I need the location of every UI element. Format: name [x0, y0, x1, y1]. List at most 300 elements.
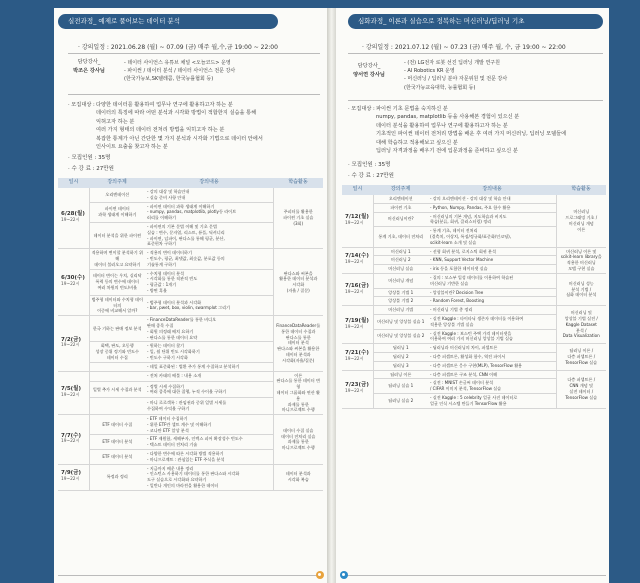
session-content — [428, 265, 556, 274]
activity-line: 판다스와 씨본을 — [283, 270, 313, 276]
session-topic: 데이터 분석을 위한 파이썬 — [89, 222, 145, 248]
session-activity — [273, 415, 323, 465]
content-line: - 정별 시세 수집하기 — [147, 383, 185, 389]
session-topic — [89, 362, 145, 371]
session-activity — [273, 371, 323, 415]
schedule-row — [342, 370, 606, 379]
header-content: 강의내용 — [145, 178, 273, 188]
content-line: - 원하는 데이터 찾기 — [147, 343, 185, 349]
session-topic: 딥러닝 2 — [373, 352, 428, 361]
session-date-cell — [58, 188, 89, 249]
content-line: - 마니 로로객록 : 관임권과 중위 일별 시세를 — [147, 400, 227, 406]
content-line: 실습 : 변수, 문자열, 리스트, 튜플, 딕셔너리 — [147, 229, 225, 235]
content-line: - 전처 카태의 배불 : 내용 소개 — [147, 373, 202, 379]
session-content — [428, 314, 556, 329]
target-line: 복잡한 통계가 아닌 간단한 몇 가지 분석과 시각화 기법으로 데이터 안에서 — [96, 135, 263, 142]
session-topic: 통계 기초, 데이터 전처리 — [373, 227, 428, 247]
schedule-table — [58, 178, 323, 491]
instructor-block — [348, 58, 603, 96]
session-time: 19~22시 — [345, 389, 364, 395]
activity-line: 데이터 분석과 — [285, 471, 311, 477]
activity-line: 시각화 — [292, 282, 305, 288]
target-line: 인사이트 요출을 찾고자 하는 분 — [96, 144, 168, 151]
content-line: - FinanceDataReader를 통한 비디오 — [147, 317, 217, 323]
header-topic: 강의주제 — [373, 185, 428, 195]
session-topic: 적용하며 변이할 분석하기 위해 데이터 불러오고 요약하기 — [89, 249, 145, 269]
session-time: 19~22시 — [61, 477, 80, 483]
session-topic: 범주형 데이터와 수치형 데이터의 이중에 비교해서 알까? — [89, 295, 145, 315]
schedule-table — [342, 185, 606, 409]
session-date-cell — [342, 195, 373, 247]
session-topic: 딥러닝 실습 1 — [373, 379, 428, 394]
session-time: 19~22시 — [345, 260, 364, 266]
session-time: 19~22시 — [345, 356, 364, 362]
content-line: 판매 종목 수집 — [147, 322, 174, 328]
content-line: - KNN, Support Vector Machine — [430, 257, 494, 263]
content-line: - 파이썬, 넘파이, 판다스를 통해 평균, 분산, — [147, 235, 225, 241]
content-line: - 머신러닝 기법 총 정리 — [430, 307, 473, 313]
session-date: 7/9(금) — [61, 470, 82, 477]
session-date-cell — [342, 370, 373, 408]
session-time: 19~22시 — [61, 439, 80, 445]
activity-line: 적용한 머신러닝 — [566, 260, 596, 266]
content-line: 기술통계 구하기 — [147, 261, 176, 267]
session-topic: 머신러닝 및 앙상블 실습 1 — [373, 314, 428, 329]
schedule-row — [342, 247, 606, 256]
header-date: 일시 — [342, 185, 373, 195]
activity-line: 주피터를 활용한 — [283, 209, 313, 215]
activity-line: 프로그래밍 기초 / — [565, 214, 598, 220]
content-line: - 위한 ETF란 셀트 계수 및 이해하기 — [147, 421, 212, 427]
session-content — [145, 398, 273, 415]
header-date: 일시 — [58, 178, 89, 188]
activity-line: 판다스와 씨본을 활용한 — [277, 346, 320, 352]
session-content — [428, 379, 556, 394]
session-content — [145, 295, 273, 315]
content-line: scikit-learn 소개 및 실습 — [430, 239, 477, 245]
session-activity — [273, 316, 323, 371]
activity-line: 이론 — [577, 226, 586, 232]
content-line: - 질의 : 모스부 입성 데이터를 이용하여 학습된 — [430, 274, 514, 280]
session-content — [145, 188, 273, 202]
content-line: 수집하여 수익율 구하기 — [147, 406, 190, 412]
activity-line: Kaggle Dataset — [565, 321, 597, 327]
session-topic: 머신러닝 개념 — [373, 273, 428, 288]
content-line: - numpy, pandas, matplotlib, plotly등 라이브 — [147, 209, 237, 215]
target-label: · 모집대상 : — [68, 102, 95, 108]
session-content — [145, 249, 273, 269]
content-line: - 시각화를 통한 직관적 빈도 — [147, 276, 198, 282]
activity-line: 실전 데이터 / — [569, 389, 594, 395]
activity-line: 다층 퍼셉트론 / — [567, 353, 596, 359]
content-line: - iris 등을 포함한 데이터셋 실습 — [430, 266, 488, 272]
content-line: - 적용의 변이 데이터하기 — [147, 250, 192, 256]
bottom-rule — [342, 575, 606, 576]
session-content — [145, 202, 273, 222]
session-date-cell — [58, 316, 89, 371]
session-date: 7/21(수) — [345, 350, 369, 357]
content-line: - 강의 대상 및 학습안내 — [147, 189, 190, 194]
content-line: - 실전 Kaggle : 보스턴 주택 가격 데이터셋을 — [430, 330, 512, 336]
content-line: - 다층 퍼셉트론 구조 분석, CNN 이해 — [430, 371, 498, 377]
activity-line: TensorFlow 실습 — [565, 359, 598, 365]
activity-line: 마니프로젝트 수행 — [281, 407, 315, 413]
activity-line: 통한 데이터 수집과 — [281, 328, 316, 334]
session-content — [428, 370, 556, 379]
content-line: - 범주형 데이터 분석과 시각화 — [147, 299, 202, 305]
bio-line: - 머신러닝 / 딥러닝 분야 자문위원 및 전문 강사 — [404, 76, 508, 83]
header-content: 강의내용 — [428, 185, 556, 195]
content-line: 이용하여 여러 가지 머신러닝 앙상블 기법 실습 — [430, 336, 513, 342]
session-date-cell — [342, 273, 373, 305]
content-line: - 판다스를 통한 데이터 요약 — [147, 334, 198, 340]
content-line: - 실전 Kaggle : 타이타닉 생존자 데이터를 이용하여 — [430, 315, 524, 321]
schedule-row — [58, 464, 323, 490]
content-line: 표준편차 구하기 — [147, 241, 176, 247]
session-topic — [89, 371, 145, 381]
session-content — [145, 269, 273, 295]
content-line: - ETF 제원함, 세해부자, 인덱스 피어 확장성수 빈도수 — [147, 436, 243, 442]
content-line: - 방면 혹율 — [147, 287, 167, 293]
session-topic: 머신러닝이란? — [373, 212, 428, 227]
instructor-bio — [404, 59, 507, 92]
session-activity — [556, 306, 606, 344]
content-line: - 일반나 개인의 마라씬을 활용한 데이터 — [147, 483, 219, 489]
session-topic: 머신러닝 및 앙상블 실습 2 — [373, 329, 428, 344]
session-date-cell — [58, 371, 89, 415]
schedule-header-row — [58, 178, 323, 188]
session-activity — [556, 247, 606, 273]
session-topic: ETF 데이터 분석 — [89, 435, 145, 450]
recruit-count: · 모집인원 : 35명 — [348, 162, 391, 168]
content-line: - 통계 기초, 데이터 전처리 — [430, 228, 478, 234]
session-time: 19~22시 — [61, 392, 80, 398]
activity-line: 활용한 데이터 분석과 — [279, 276, 318, 282]
activity-line: 과제를 통한 — [287, 439, 309, 445]
divider — [68, 94, 320, 95]
divider — [348, 53, 603, 54]
session-topic: ETF 데이터 분석 — [89, 450, 145, 465]
instructor-role: 담당강사_ — [77, 59, 101, 65]
session-time: 19~22시 — [61, 282, 80, 288]
content-line: - bar, pwet, box, violin, swarmplot 그리기 — [147, 305, 230, 311]
session-content — [428, 203, 556, 212]
content-line: - 빈도수, 평균, 최댓값, 최솟값, 분포값 등의 — [147, 255, 225, 261]
content-line: - 마니프로젝트 : 관심있는 ETF 주식을 분석 — [147, 456, 225, 462]
session-topic — [89, 398, 145, 415]
session-topic: 머신러닝 기법 — [373, 306, 428, 315]
content-line: - 파이썬 데이터 과학 생태계 이해하기 — [147, 203, 215, 209]
session-topic: 특정과 정리 — [89, 464, 145, 490]
content-line: - 파이썬의 기본 문법 이해 및 기초 문법 — [147, 223, 217, 229]
page-marker-dot — [316, 571, 324, 579]
schedule-header-row — [342, 185, 606, 195]
instructor-badge — [348, 62, 390, 80]
session-date: 7/23(금) — [345, 382, 369, 389]
header-activity: 학습활동 — [273, 178, 323, 188]
content-line: - 데일 표준화된 : 법환 주가 통계 수집하고 분석하기 — [147, 363, 240, 369]
session-content — [145, 371, 273, 381]
target-line: 익혀고자 하는 분 — [96, 118, 135, 125]
session-content — [428, 344, 556, 353]
content-line: 도구 실습으로 시각화와 요약하기 — [147, 477, 207, 483]
session-date: 6/30(수) — [61, 275, 85, 282]
session-activity — [556, 273, 606, 305]
content-line: - 실전 : MNIST 손글씨 데이터 분석 — [430, 380, 494, 386]
target-line: numpy, pandas, matplotlib 등을 사용해본 경험이 있으신 분 — [376, 114, 520, 121]
schedule-row — [342, 273, 606, 288]
instructor-name: 박조은 강사님 — [73, 68, 105, 74]
activity-line: FinanceDataReader를 — [276, 323, 321, 329]
content-line: - Python, Numpy, Pandas, 주요 함수 활용 — [430, 204, 511, 210]
session-content — [428, 329, 556, 344]
activity-line: 이론 — [294, 372, 303, 378]
book-gutter — [327, 8, 336, 583]
session-date: 7/7(수) — [61, 432, 82, 439]
header-topic: 강의주제 — [89, 178, 145, 188]
divider — [348, 100, 603, 101]
target-line: 대해 학습하고 적용해보고 싶으신 분 — [376, 139, 458, 146]
target-audience — [348, 105, 606, 155]
bio-line: (한국가능보,SK텔레콤, 한국능률협회 등) — [124, 76, 214, 83]
target-line: 딥러닝 자격과정을 배우기 전에 입문과정을 준비하고 싶으신 분 — [376, 148, 518, 155]
target-label: · 모집대상 : — [348, 106, 375, 112]
schedule-row — [342, 195, 606, 203]
session-activity — [556, 370, 606, 408]
session-date: 7/12(월) — [345, 213, 369, 220]
bio-line: - (전) LG전자 로봇 선진 딥러닝 개발 연구원 — [404, 60, 500, 66]
course-period: · 강의일정 : 2021.06.28 (월) ~ 07.09 (금) 매주 월,수,금 19:00 ~ 22:00 — [78, 44, 278, 51]
header-activity: 학습활동 — [556, 185, 606, 195]
course-title-banner: 실전과정_ 예제로 풀어보는 데이터 분석 — [58, 14, 278, 29]
bio-line: - AI Robotics KR 운영 — [404, 68, 455, 75]
session-content — [145, 342, 273, 362]
session-topic: ETF 데이터 수집 — [89, 415, 145, 435]
session-content — [428, 212, 556, 227]
schedule-row — [58, 249, 323, 269]
content-line: - 강의 오리엔테이션 - 강의 대상 및 학습 안내 — [430, 196, 511, 201]
instructor-badge — [68, 58, 110, 76]
session-topic: 머신러닝 실습 — [373, 265, 428, 274]
content-line: - 선형 회귀 분석, 로지스틱 회귀 분석 — [430, 248, 496, 254]
content-line: - 머신러닝의 기본 개념, 지도학습과 비지도 — [430, 213, 507, 219]
content-line: / CIFAR 이미지 분석, TensorFlow 실습 — [430, 386, 502, 392]
session-topic: 일별 추가 시세 수집과 분석 — [89, 381, 145, 398]
session-activity — [556, 344, 606, 370]
activity-line: 머신러닝 — [573, 209, 590, 215]
course-fee: · 수 강 료 : 27만원 — [68, 166, 114, 172]
session-content — [145, 362, 273, 371]
session-topic: 딥러닝 이론 — [373, 370, 428, 379]
session-topic: 오리엔테이션 — [373, 195, 428, 203]
session-date: 7/16(금) — [345, 282, 369, 289]
session-topic: 딥러닝 실습 2 — [373, 393, 428, 408]
session-date-cell — [342, 344, 373, 370]
content-line: - 지금까지 배운 내용 정리 — [147, 465, 194, 471]
content-line: 러리를 이해하기 — [147, 215, 176, 221]
activity-line: 데이터 수집 실습 — [283, 427, 314, 433]
content-line: 얼굴 인식 시스템 만들기 TensorFlow 활용 — [430, 400, 507, 406]
session-date: 7/2(금) — [61, 336, 82, 343]
session-topic: 딥러닝 3 — [373, 361, 428, 370]
session-content — [428, 306, 556, 315]
target-line: 데이터 분석을 활용하여 업무나 연구에 활용하고자 하는 분 — [376, 122, 508, 129]
activity-line: 심화 데이터 분석 — [566, 292, 597, 298]
content-line: (결측치, 이상치, 특징/정규화/표준화/인코딩), — [430, 233, 512, 239]
target-line: 데이터의 특징에 따라 어떤 분석과 시각화 방법이 적합한지 실습을 통해 — [96, 110, 257, 117]
course-fee: · 수 강 료 : 27만원 — [348, 173, 394, 179]
bio-line: - 데이터 사이언스 유튜브 채널 <오늘코드> 운영 — [124, 60, 231, 66]
activity-line: Data Visualization — [562, 333, 600, 339]
session-content — [428, 288, 556, 297]
activity-line: 머신러닝 이론 및 — [566, 248, 597, 254]
session-content — [145, 450, 273, 465]
session-content — [428, 297, 556, 306]
session-topic: 파이썬 데이터 과학 생태계 이해하기 — [89, 202, 145, 222]
session-content — [428, 227, 556, 247]
activity-line: 마니프로젝트 수행 — [281, 445, 315, 451]
activity-line: 시각화(자율/질문) — [282, 357, 315, 363]
activity-line: CNN 개념 및 — [569, 383, 593, 389]
right-page — [336, 8, 609, 583]
session-activity — [273, 249, 323, 316]
activity-line: 판다스를 통한 — [285, 334, 311, 340]
session-date-cell — [342, 247, 373, 273]
session-content — [145, 435, 273, 450]
session-content — [428, 273, 556, 288]
content-line: - 다양한 변수에 따른 시각화 방법 적용하기 — [147, 451, 224, 457]
target-audience — [68, 101, 320, 151]
activity-line: 과제를 통한 — [287, 401, 309, 407]
activity-line: 분석 / — [575, 327, 587, 333]
content-line: - 실전 Kaggle : 5 celebrity 얼굴 사진 데이터로 — [430, 394, 518, 400]
session-time: 19~22시 — [61, 343, 80, 349]
schedule-row — [58, 316, 323, 342]
content-line: - 일, 월 단위 빈도 시각화하기 — [147, 349, 200, 355]
session-topic: 머신러닝 2 — [373, 256, 428, 265]
activity-line: 데이터 전처리 실습 — [281, 433, 316, 439]
schedule-row — [58, 415, 323, 435]
session-date: 7/5(월) — [61, 386, 82, 392]
session-content — [428, 393, 556, 408]
content-line: - 회원 의정래 배치 요하기 — [147, 328, 194, 334]
left-page — [54, 8, 327, 583]
target-line: 다양한 데이터를 활용하여 업무나 연구에 활용하고자 하는 분 — [96, 102, 233, 108]
session-content — [145, 381, 273, 398]
activity-line: 판다스를 통한 데이터 변형 — [276, 378, 320, 390]
content-line: 적용한 앙상블 기법 실습 — [430, 321, 474, 327]
session-time: 19~22시 — [345, 220, 364, 226]
content-line: - 인스턴스 사용하기 데이터를 통한 판다스와 시각화 — [147, 471, 240, 477]
content-line: - 코나만 ETF 알상 분석 — [147, 427, 189, 433]
activity-line: TensorFlow 실습 — [565, 394, 598, 400]
instructor-block — [68, 58, 320, 88]
content-line: - Random Forest, Boosting — [430, 298, 485, 304]
session-topic: 회택, 판도, 오동행 성장 중위 정기와 빈도수 데이터 수집 — [89, 342, 145, 362]
session-content — [428, 256, 556, 265]
activity-line: 머신러닝 성능 — [568, 280, 594, 286]
session-time: 19~22시 — [345, 289, 364, 295]
activity-line: (자율 / 질문) — [286, 287, 310, 293]
session-topic: 오리엔테이션 — [89, 188, 145, 202]
session-topic: 딥러닝 1 — [373, 344, 428, 353]
content-line: 머신러닝 기반한 실습 — [430, 280, 469, 286]
session-date-cell — [342, 306, 373, 344]
session-topic: 데이터 변이는 우치, 실리닥 폭력 등의 변수에 데이터 여러 차원의 빈도/비율 — [89, 269, 145, 295]
session-date-cell — [58, 415, 89, 465]
activity-line: 데이터 분석 — [287, 340, 309, 346]
schedule-row — [58, 188, 323, 202]
activity-line: (3회) — [293, 220, 304, 226]
session-date-cell — [58, 249, 89, 316]
target-line: 여러 가지 형태의 데이터 전처리 방법을 익히고자 하는 분 — [96, 127, 225, 134]
session-time: 19~22시 — [345, 324, 364, 330]
session-topic: 파이썬 기초 — [373, 203, 428, 212]
activity-line: 다층 퍼셉트론 / — [567, 377, 596, 383]
target-line: 파이썬 기초 문법을 숙지하신 분 — [376, 106, 448, 112]
content-line: - 텍스트 데이터 전처리 기술 — [147, 442, 198, 448]
activity-line: 딥러닝 이론 / — [569, 348, 594, 354]
schedule-row — [342, 344, 606, 353]
session-topic: 앙상블 기법 1 — [373, 288, 428, 297]
schedule-row — [342, 306, 606, 315]
bio-line: (한국가능교육대학, 능률협회 등) — [404, 84, 476, 91]
session-activity — [273, 188, 323, 249]
content-line: - 평균값 : 1개기 — [147, 282, 177, 288]
content-line: 학습(분류, 회귀, 클러스터링) 정리 — [430, 219, 492, 225]
instructor-name: 양서연 강사님 — [353, 72, 385, 78]
activity-line: 파이썬 기초 실습 — [283, 215, 314, 221]
activity-line: 분석 기법 / — [571, 286, 592, 292]
instructor-bio — [124, 59, 235, 84]
content-line: - 다층 퍼셉트론, 활성화 함수, 역전 파이서 — [430, 353, 506, 359]
target-line: 기초적인 파이썬 데이터 전처리 방법을 배운 후 여러 가지 머신러닝, 딥러닝 모델들에 — [376, 131, 567, 138]
activity-line: 머신러닝 및 — [570, 310, 592, 316]
instructor-role: 담당강사_ — [357, 63, 381, 69]
session-date: 7/14(수) — [345, 253, 369, 260]
content-line: - 빈도수 구하기 시각화 — [147, 354, 188, 360]
content-line: - 여러 종목에 대한 집행, 누적 수이율 구하기 — [147, 389, 227, 395]
session-date: 7/19(월) — [345, 317, 369, 324]
content-line: - 딥러닝과 머신러닝의 차이, 퍼셉트론 — [430, 345, 498, 351]
activity-line: 시각화 복습 — [287, 477, 309, 483]
session-topic: 앙상블 기법 2 — [373, 297, 428, 306]
page-marker-dot — [340, 571, 348, 579]
bottom-rule — [58, 575, 323, 576]
session-topic: 머신러닝 1 — [373, 247, 428, 256]
recruit-count: · 모집인원 : 35명 — [68, 155, 111, 161]
activity-line: 머신러닝 개념 — [568, 220, 594, 226]
session-date-cell — [58, 464, 89, 490]
schedule-row — [58, 371, 323, 381]
session-content — [428, 247, 556, 256]
content-line: - 수치형 데이터 분석 — [147, 270, 185, 276]
session-content — [145, 222, 273, 248]
divider — [68, 53, 320, 54]
session-activity — [556, 195, 606, 247]
session-date: 6/28(월) — [61, 211, 85, 218]
session-topic: 한국 기하는 판매 정보 분석 — [89, 316, 145, 342]
activity-line: 데이터 그룹화와 연산 활용 — [276, 389, 320, 401]
content-line: - 다층 퍼셉트론 응수 구현(MLP), TensorFlow 활용 — [430, 362, 523, 368]
activity-line: 데이터 분석과 — [285, 352, 311, 358]
activity-line: scikit-learn library을 — [560, 254, 602, 260]
activity-line: 모델 구현 실습 — [568, 266, 595, 272]
session-content — [428, 361, 556, 370]
content-line: - 앙상블이란? Decision Tree — [430, 289, 484, 295]
content-line: - 실습 준비 사항 안내 — [147, 194, 186, 200]
session-content — [145, 415, 273, 435]
